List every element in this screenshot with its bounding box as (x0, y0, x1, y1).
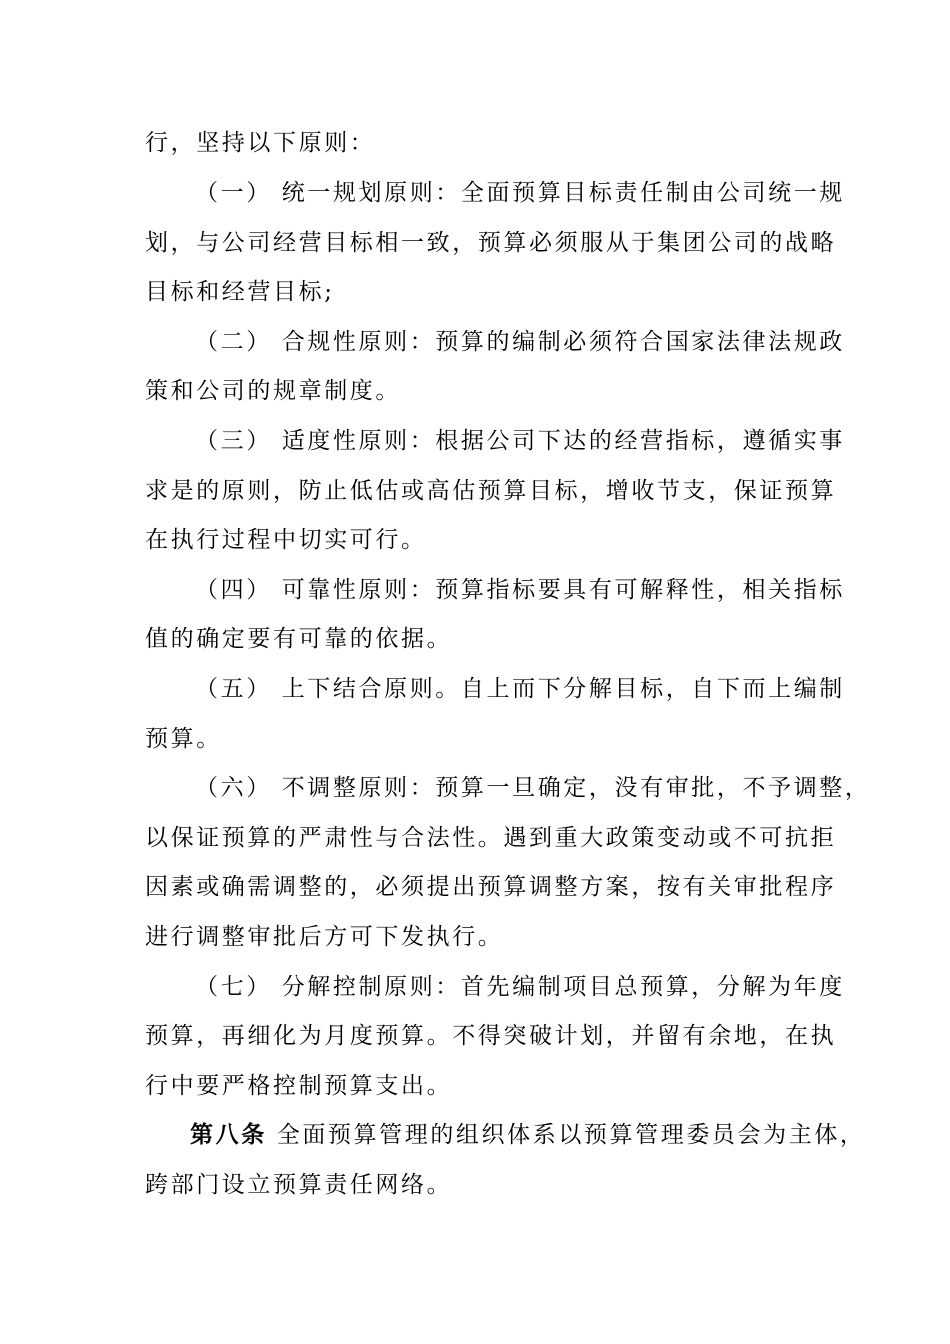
article-8-label: 第八条 (190, 1121, 267, 1148)
principle-7-line: （七） 分解控制原则：首先编制项目总预算，分解为年度 (195, 974, 845, 1000)
text-line: 策和公司的规章制度。 (145, 378, 401, 404)
text-line: 值的确定要有可靠的依据。 (145, 626, 453, 652)
principle-2-line: （二） 合规性原则：预算的编制必须符合国家法律法规政 (195, 329, 845, 355)
principle-5-line: （五） 上下结合原则。自上而下分解目标，自下而上编制 (195, 676, 845, 702)
text-line: 目标和经营目标; (145, 279, 335, 305)
text-line: 预算，再细化为月度预算。不得突破计划，并留有余地，在执 (145, 1023, 837, 1049)
text-line: 预算。 (145, 726, 222, 752)
text-line: 划，与公司经营目标相一致，预算必须服从于集团公司的战略 (145, 230, 837, 256)
text-line: 跨部门设立预算责任网络。 (145, 1172, 453, 1198)
text-line: 进行调整审批后方可下发执行。 (145, 924, 504, 950)
text-line: 行中要严格控制预算支出。 (145, 1073, 453, 1099)
article-8-text: 全面预算管理的组织体系以预算管理委员会为主体， (266, 1122, 866, 1148)
principle-1-line: （一） 统一规划原则：全面预算目标责任制由公司统一规 (195, 180, 845, 206)
text-line: 在执行过程中切实可行。 (145, 527, 427, 553)
article-8-line (190, 1120, 870, 1150)
text-line: 以保证预算的严肃性与合法性。遇到重大政策变动或不可抗拒 (145, 825, 837, 851)
principle-3-line: （三） 适度性原则：根据公司下达的经营指标，遵循实事 (195, 428, 845, 454)
principle-4-line: （四） 可靠性原则：预算指标要具有可解释性，相关指标 (195, 577, 845, 603)
text-line: 求是的原则，防止低估或高估预算目标，增收节支，保证预算 (145, 478, 837, 504)
text-line: 因素或确需调整的，必须提出预算调整方案，按有关审批程序 (145, 874, 837, 900)
text-line: 行，坚持以下原则： (145, 130, 376, 156)
principle-6-line: （六） 不调整原则：预算一旦确定，没有审批，不予调整， (195, 775, 871, 801)
